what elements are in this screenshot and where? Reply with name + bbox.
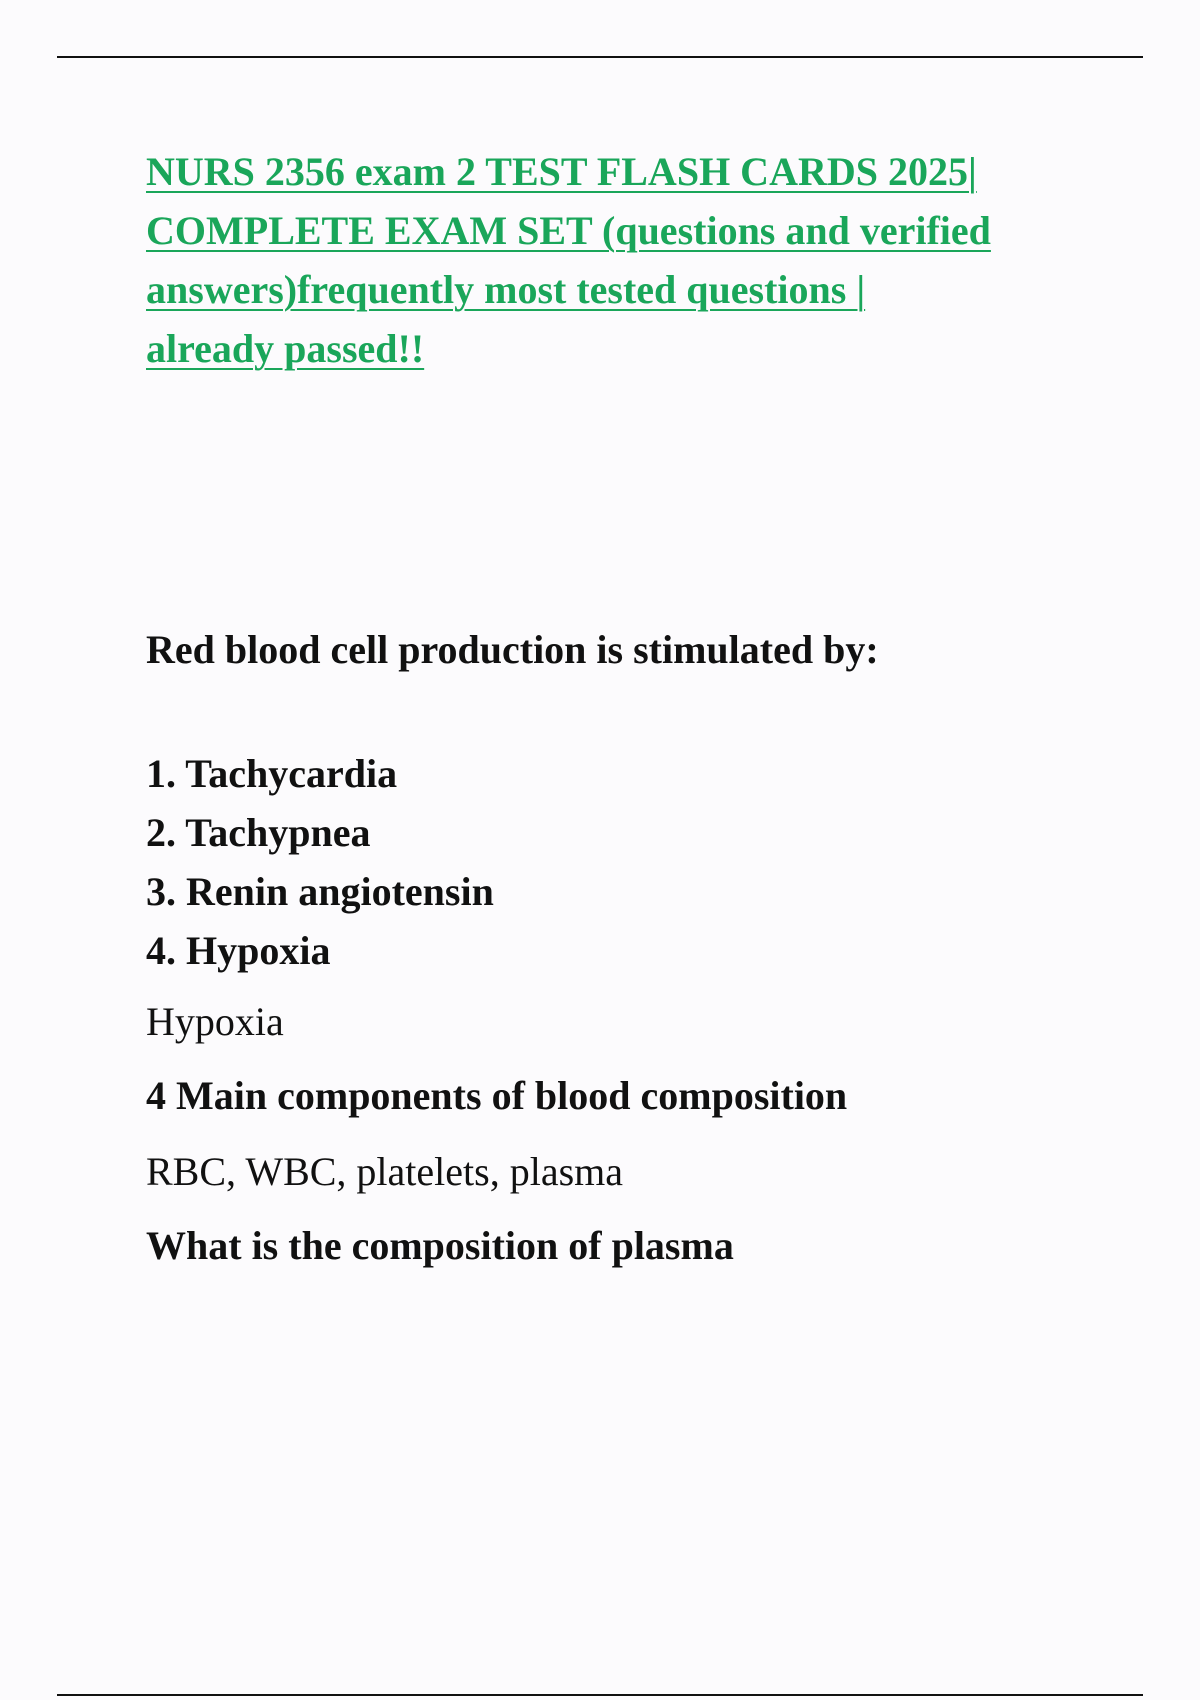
option-item: 3. Renin angiotensin	[146, 869, 494, 914]
title-line: already passed!!	[146, 326, 425, 371]
card-3-question: What is the composition of plasma	[146, 1223, 734, 1268]
document-title	[146, 142, 1146, 378]
option-item: 1. Tachycardia	[146, 751, 398, 796]
title-line: NURS 2356 exam 2 TEST FLASH CARDS 2025|	[146, 149, 977, 194]
top-divider	[57, 56, 1143, 58]
card-2-answer: RBC, WBC, platelets, plasma	[146, 1149, 624, 1194]
option-item: 4. Hypoxia	[146, 928, 331, 973]
card-1-options	[146, 744, 494, 980]
title-line: COMPLETE EXAM SET (questions and verified	[146, 208, 991, 253]
option-item: 2. Tachypnea	[146, 810, 371, 855]
bottom-divider	[57, 1694, 1143, 1696]
card-2-question: 4 Main components of blood composition	[146, 1073, 848, 1118]
card-1-question: Red blood cell production is stimulated by:	[146, 627, 879, 672]
title-line: answers)frequently most tested questions |	[146, 267, 866, 312]
card-1-answer: Hypoxia	[146, 999, 284, 1044]
